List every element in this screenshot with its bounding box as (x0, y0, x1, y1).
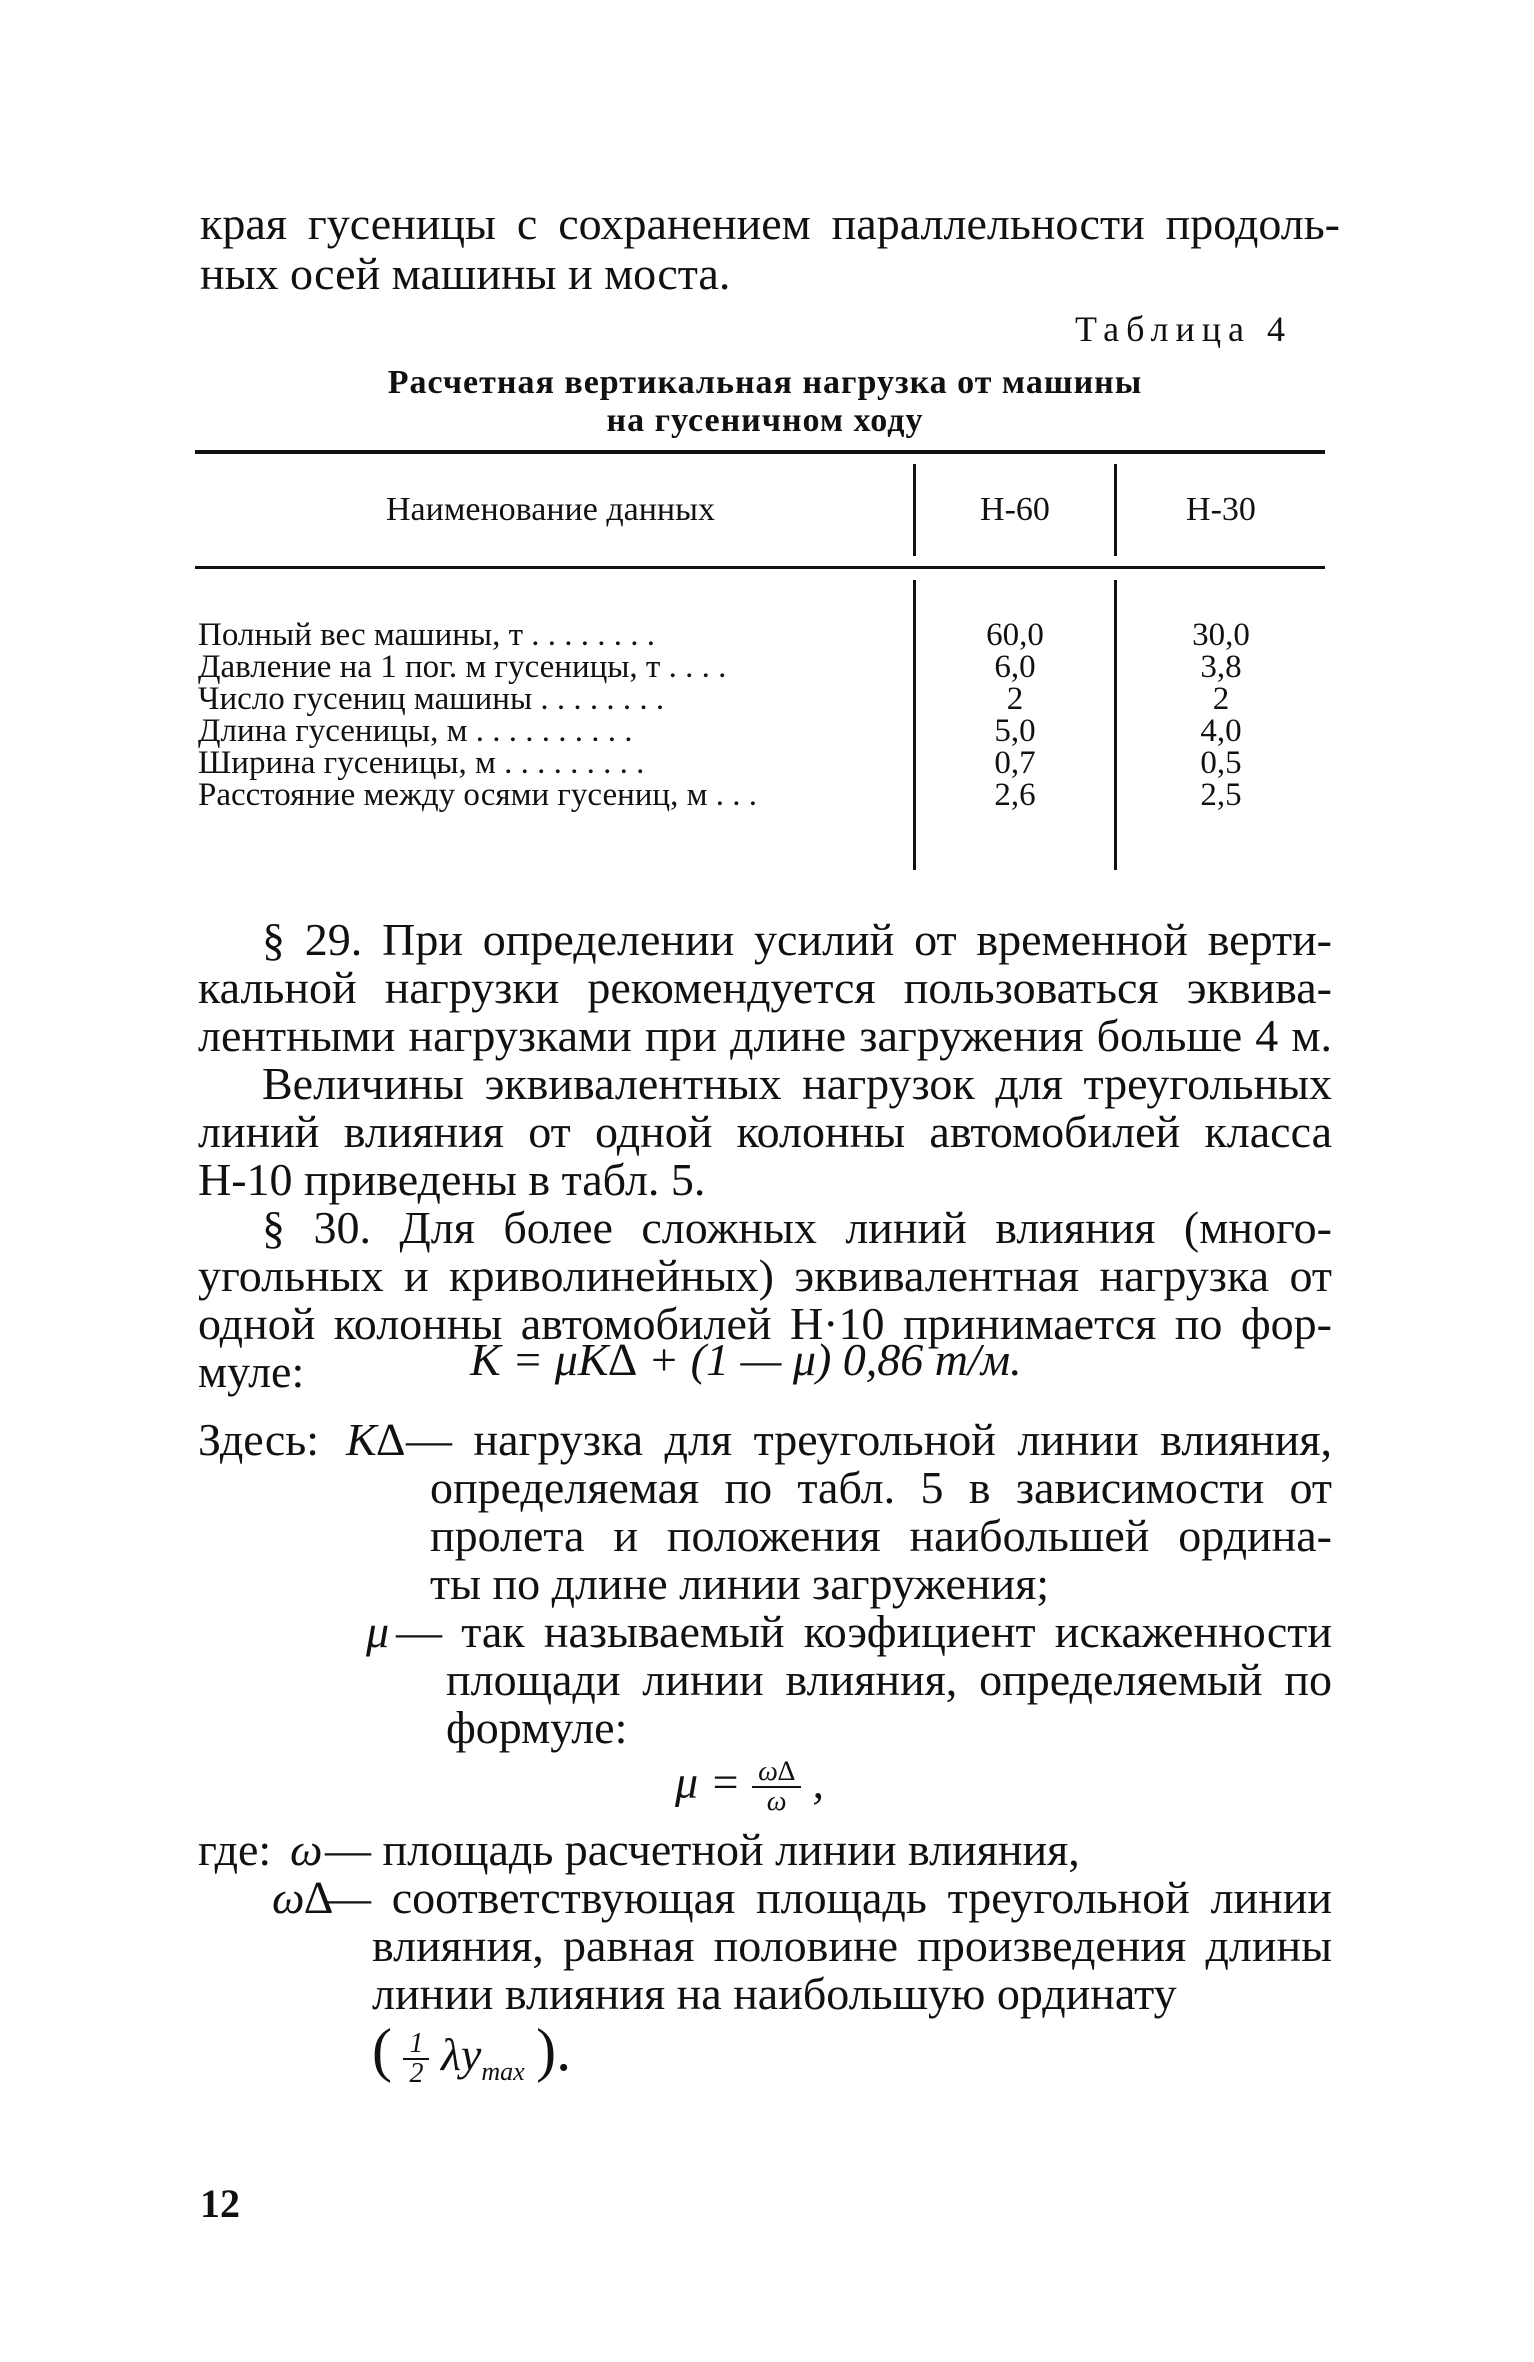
ka-symbol: K∆ (346, 1414, 405, 1465)
where-prefix: где: (198, 1824, 272, 1875)
table-header-name: Наименование данных (386, 491, 715, 528)
omegad-formula (372, 2017, 572, 2096)
table-row-name: Число гусениц машины . . . . . . . . (198, 681, 665, 717)
mu-symbol: μ (366, 1606, 390, 1657)
mu-line-1: — так называемый коэфициент искаженности (396, 1606, 1332, 1657)
para29-line-3: лентными нагрузками при длине загружения больше 4 м. (198, 1010, 1332, 1061)
table-header-h60: Н-60 (980, 491, 1050, 528)
table-row-h60: 2,6 (994, 777, 1036, 813)
omegad-line-3: линии влияния на наибольшую ординату (372, 1968, 1177, 2019)
para29-line-2: кальной нагрузки рекомендуется пользоваться эквива- (198, 962, 1332, 1013)
para29-line-5: линий влияния от одной колонны автомобилей класса (198, 1106, 1332, 1157)
table-row-h60: 60,0 (986, 617, 1044, 653)
omega-line: — площадь расчетной линии влияния, (325, 1824, 1080, 1875)
table-header-rule (195, 566, 1325, 569)
table-row-h30: 2 (1212, 681, 1230, 717)
table-row-h60: 2 (1006, 681, 1024, 717)
omegad-formula-numerator: 1 (403, 2030, 429, 2060)
omegad-formula-close: ). (536, 2017, 572, 2083)
mu-formula-denominator: ω (766, 1786, 787, 1817)
ka-line-3: пролета и положения наибольшей ордина- (430, 1510, 1332, 1561)
table-row-name: Длина гусеницы, м . . . . . . . . . . (198, 713, 633, 749)
omegad-line-2: влияния, равная половине произведения длины (372, 1920, 1332, 1971)
omegad-formula-sub: max (481, 2057, 525, 2087)
omegad-formula-rest: λy (440, 2029, 482, 2080)
table-row-name: Давление на 1 пог. м гусеницы, т . . . . (198, 649, 727, 685)
table-number: Таблица 4 (1075, 309, 1292, 349)
table-header-h30: Н-30 (1186, 491, 1256, 528)
here-prefix: Здесь: (198, 1414, 320, 1465)
page-number: 12 (200, 2181, 240, 2226)
mu-formula (675, 1758, 824, 1816)
table-row-h30: 0,5 (1200, 745, 1242, 781)
main-formula: K = μK∆ + (1 — μ) 0,86 т/м. (470, 1334, 1022, 1385)
mu-line-3: формуле: (446, 1702, 628, 1753)
table-row-h30: 4,0 (1200, 713, 1242, 749)
table-row-name: Полный вес машины, т . . . . . . . . (198, 617, 655, 653)
omegad-line-1: — соответствующая площадь треугольной линии (325, 1872, 1332, 1923)
mu-formula-numerator: ω∆ (752, 1758, 801, 1788)
omegad-symbol: ω∆ (272, 1872, 333, 1923)
omegad-formula-denominator: 2 (409, 2058, 424, 2090)
intro-line-1: края гусеницы с сохранением параллельности продоль- (200, 198, 1340, 249)
table-title-line-2: на гусеничном ходу (606, 402, 924, 439)
mu-line-2: площади линии влияния, определяемый по (446, 1654, 1332, 1705)
para29-line-1: § 29. При определении усилий от временной верти- (262, 914, 1332, 965)
ka-line-1: — нагрузка для треугольной линии влияния, (406, 1414, 1332, 1465)
para30-line-3: одной колонны автомобилей Н·10 принимается по фор- (198, 1298, 1332, 1349)
table-row-h60: 0,7 (994, 745, 1036, 781)
para30-line-2: угольных и криволинейных) эквивалентная нагрузка от (198, 1250, 1332, 1301)
table-row-h60: 5,0 (994, 713, 1036, 749)
para30-line-4: муле: (198, 1346, 305, 1397)
table-row-h30: 2,5 (1200, 777, 1242, 813)
para29-line-6: Н-10 приведены в табл. 5. (198, 1154, 706, 1205)
ka-line-4: ты по длине линии загружения; (430, 1558, 1050, 1609)
ka-line-2: определяемая по табл. 5 в зависимости от (430, 1462, 1332, 1513)
omegad-formula-open: ( (372, 2017, 392, 2083)
intro-line-2: ных осей машины и моста. (200, 248, 731, 299)
table-row-name: Расстояние между осями гусениц, м . . . (198, 777, 757, 813)
table-row-h30: 30,0 (1192, 617, 1250, 653)
table-row-h30: 3,8 (1200, 649, 1242, 685)
omegad-formula-fraction (403, 2030, 429, 2088)
para30-line-1: § 30. Для более сложных линий влияния (много- (262, 1202, 1332, 1253)
mu-formula-fraction (752, 1758, 801, 1816)
table-row-name: Ширина гусеницы, м . . . . . . . . . (198, 745, 645, 781)
mu-formula-lhs: μ = (675, 1756, 741, 1808)
omega-symbol: ω (290, 1824, 323, 1875)
table-row-h60: 6,0 (994, 649, 1036, 685)
mu-formula-end: , (812, 1756, 825, 1808)
table-title-line-1: Расчетная вертикальная нагрузка от машины (387, 364, 1143, 401)
para29-line-4: Величины эквивалентных нагрузок для треугольных (262, 1058, 1332, 1109)
table-top-rule (195, 450, 1325, 454)
